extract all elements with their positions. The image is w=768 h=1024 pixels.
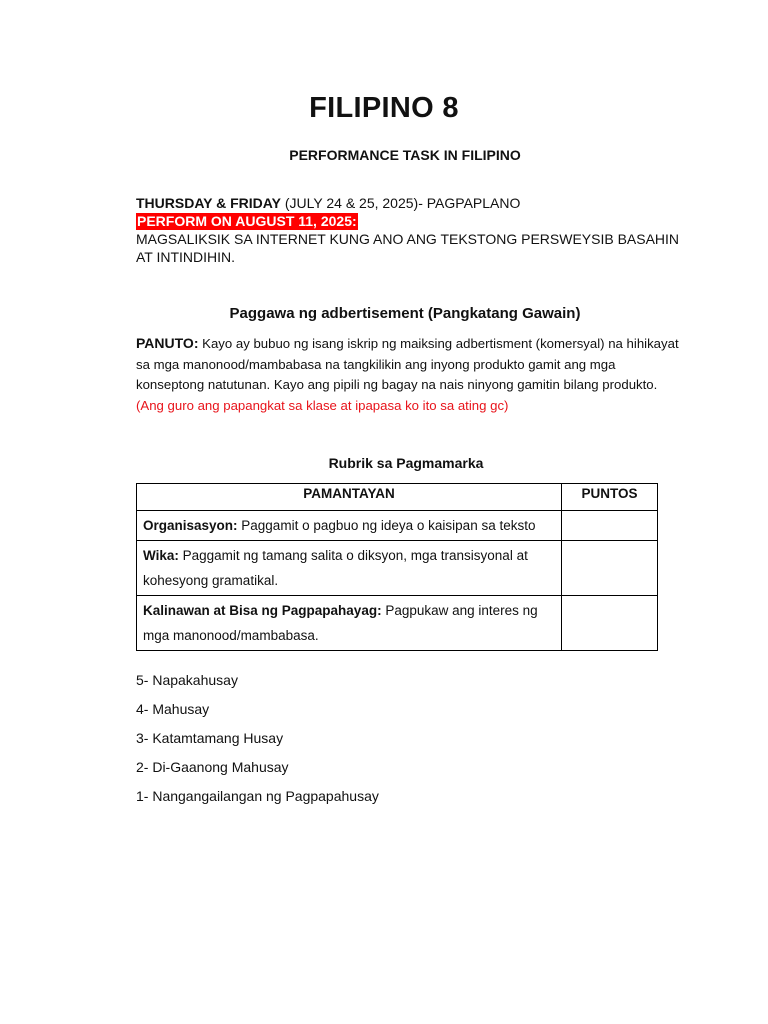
perform-date-highlight: PERFORM ON AUGUST 11, 2025: — [137, 213, 357, 229]
criterion-text: Paggamit ng tamang salita o diksyon, mga transisyonal at kohesyong gramatikal. — [143, 548, 528, 588]
schedule-dates: (JULY 24 & 25, 2025)- PAGPAPLANO — [280, 195, 521, 211]
panuto-paragraph — [136, 333, 681, 416]
criterion-label: Kalinawan at Bisa ng Pagpapahayag: — [143, 603, 382, 618]
rubric-criterion — [137, 541, 562, 596]
document-title: FILIPINO 8 — [309, 92, 459, 124]
table-row — [137, 541, 658, 596]
panuto-text: Kayo ay bubuo ng isang iskrip ng maiksing adbertisment (komersyal) na hihikayat sa mga manonood/mambabasa na tangkilikin ang inyong produkto gamit ang mga konseptong natutunan. Kayo ang pipili ng bagay na nais ninyong gamitin bilang produkto. — [136, 336, 679, 392]
list-item: 3- Katamtamang Husay — [136, 730, 284, 746]
rating-scale — [136, 670, 636, 815]
schedule-days: THURSDAY & FRIDAY — [136, 195, 281, 211]
list-item: 4- Mahusay — [136, 701, 210, 717]
rubric-title: Rubrik sa Pagmamarka — [328, 455, 484, 471]
rubric-criterion — [137, 511, 562, 541]
perform-line — [136, 212, 696, 230]
rubric-header-pamantayan: PAMANTAYAN — [137, 484, 562, 511]
schedule-line — [136, 194, 696, 212]
criterion-text: Pagpukaw ang interes ng mga manonood/mambabasa. — [143, 603, 538, 643]
list-item: 2- Di-Gaanong Mahusay — [136, 759, 289, 775]
rubric-score-cell — [562, 541, 658, 596]
rubric-table — [136, 483, 658, 651]
table-row — [137, 511, 658, 541]
schedule-block — [136, 194, 696, 266]
panuto-label: PANUTO: — [136, 335, 199, 351]
criterion-label: Organisasyon: — [143, 518, 238, 533]
section-heading: Paggawa ng adbertisement (Pangkatang Gawain) — [229, 305, 581, 322]
criterion-label: Wika: — [143, 548, 179, 563]
table-row — [137, 596, 658, 651]
criterion-text: Paggamit o pagbuo ng ideya o kaisipan sa teksto — [237, 518, 536, 533]
rubric-criterion — [137, 596, 562, 651]
rubric-header-row — [137, 484, 658, 511]
rubric-header-puntos: PUNTOS — [562, 484, 658, 511]
document-subtitle: PERFORMANCE TASK IN FILIPINO — [289, 147, 521, 163]
list-item: 1- Nangangailangan ng Pagpapahusay — [136, 788, 379, 804]
rubric-score-cell — [562, 596, 658, 651]
schedule-instruction: MAGSALIKSIK SA INTERNET KUNG ANO ANG TEKSTONG PERSWEYSIB BASAHIN AT INTINDIHIN. — [136, 231, 680, 265]
rubric-score-cell — [562, 511, 658, 541]
list-item: 5- Napakahusay — [136, 672, 238, 688]
panuto-note: (Ang guro ang papangkat sa klase at ipapasa ko ito sa ating gc) — [136, 397, 509, 413]
